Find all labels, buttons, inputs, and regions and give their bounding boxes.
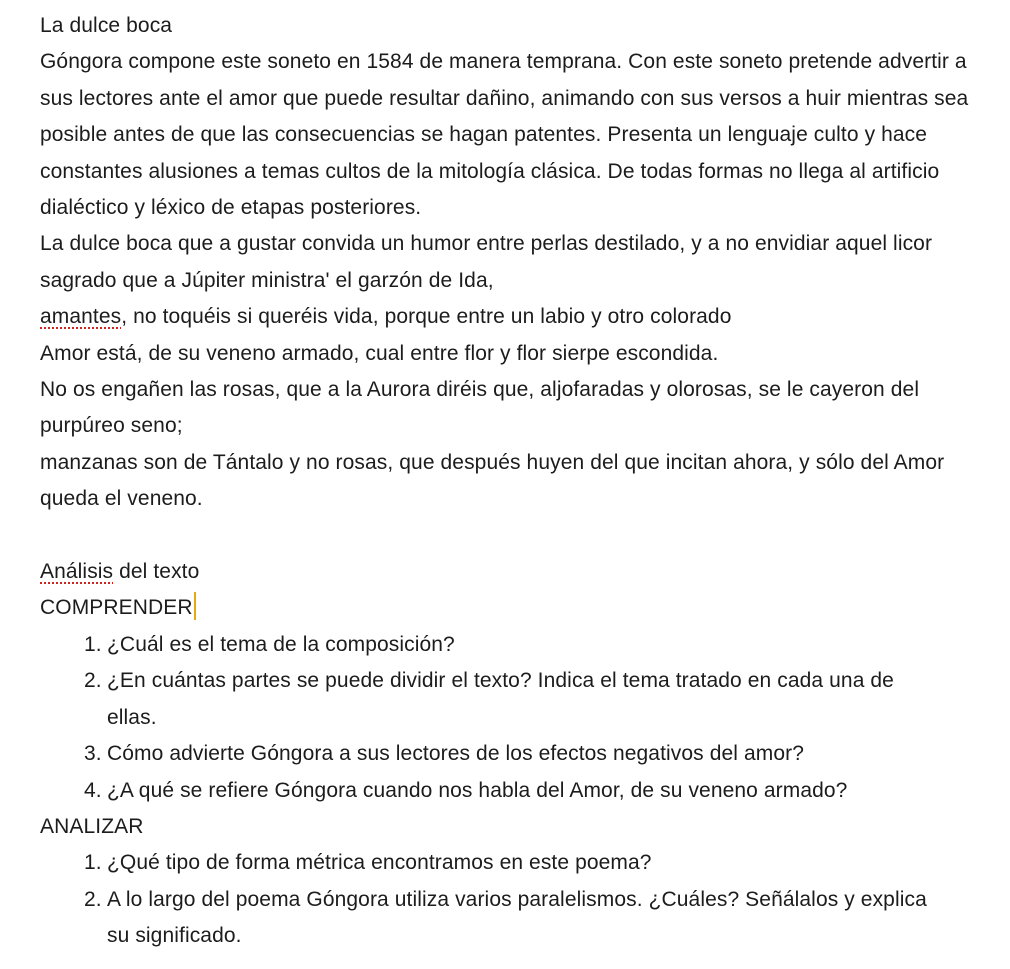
list-number: 2. xyxy=(84,669,102,693)
poem-line-2 xyxy=(40,299,970,335)
question-text: Cómo advierte Góngora a sus lectores de los efectos negativos del amor? xyxy=(107,742,804,766)
list-number: 1. xyxy=(84,632,102,656)
poem-line-4: No os engañen las rosas, que a la Aurora diréis que, aljofaradas y olorosas, se le cayeron del purpúreo seno; xyxy=(40,378,920,438)
list-number: 1. xyxy=(84,851,102,875)
text-caret xyxy=(194,592,196,620)
poem-line-5: manzanas son de Tántalo y no rosas, que después huyen del que incitan ahora, y sólo del Amor queda el veneno. xyxy=(40,450,945,511)
document-body[interactable] xyxy=(40,8,970,955)
list-item xyxy=(84,627,970,663)
intro-paragraph: Góngora compone este soneto en 1584 de manera temprana. Con este soneto pretende advertir a sus lectores ante el amor que puede resultar dañino, animando con sus versos a huir mientras sea posible antes de que las consecuencias se hagan patentes. Presenta un lenguaje culto y hace constantes alusiones a temas cultos de la mitología clásica. De todas formas no llega al artificio dialéctico y léxico de etapas posteriores. xyxy=(40,50,969,220)
question-text: ¿En cuántas partes se puede dividir el texto? Indica el tema tratado en cada una de ellas. xyxy=(107,669,894,729)
question-text: A lo largo del poema Góngora utiliza varios paralelismos. ¿Cuáles? Señálalos y explica su significado. xyxy=(107,887,927,948)
poem-line-3: Amor está, de su veneno armado, cual entre flor y flor sierpe escondida. xyxy=(40,341,719,365)
document-title: La dulce boca xyxy=(40,14,173,37)
misspelled-word[interactable]: amantes xyxy=(40,305,122,329)
poem-line-1: La dulce boca que a gustar convida un humor entre perlas destilado, y a no envidiar aquel licor sagrado que a Júpiter ministra' el garzón de Ida, xyxy=(40,232,933,292)
section-comprender-label: COMPRENDER xyxy=(40,596,193,620)
section-analizar: ANALIZAR xyxy=(40,814,144,838)
question-text: ¿Qué tipo de forma métrica encontramos en este poema? xyxy=(107,851,652,875)
misspelled-word[interactable]: Análisis xyxy=(40,560,114,584)
analysis-heading xyxy=(40,554,970,590)
list-item xyxy=(84,882,970,955)
list-number: 2. xyxy=(84,887,102,911)
question-text: ¿Cuál es el tema de la composición? xyxy=(107,632,455,656)
list-item xyxy=(84,736,970,772)
list-item xyxy=(84,663,970,736)
analysis-heading-text: del texto xyxy=(113,560,200,584)
blank-line xyxy=(40,518,970,554)
poem-line-2-text: , no toquéis si queréis vida, porque entre un labio y otro colorado xyxy=(121,305,732,329)
list-item xyxy=(84,845,970,881)
comprender-question-list xyxy=(40,627,970,809)
analizar-question-list xyxy=(40,845,970,954)
list-item xyxy=(84,773,970,809)
question-text: ¿A qué se refiere Góngora cuando nos habla del Amor, de su veneno armado? xyxy=(107,778,848,802)
list-number: 4. xyxy=(84,778,102,802)
list-number: 3. xyxy=(84,742,102,766)
section-comprender xyxy=(40,590,970,626)
